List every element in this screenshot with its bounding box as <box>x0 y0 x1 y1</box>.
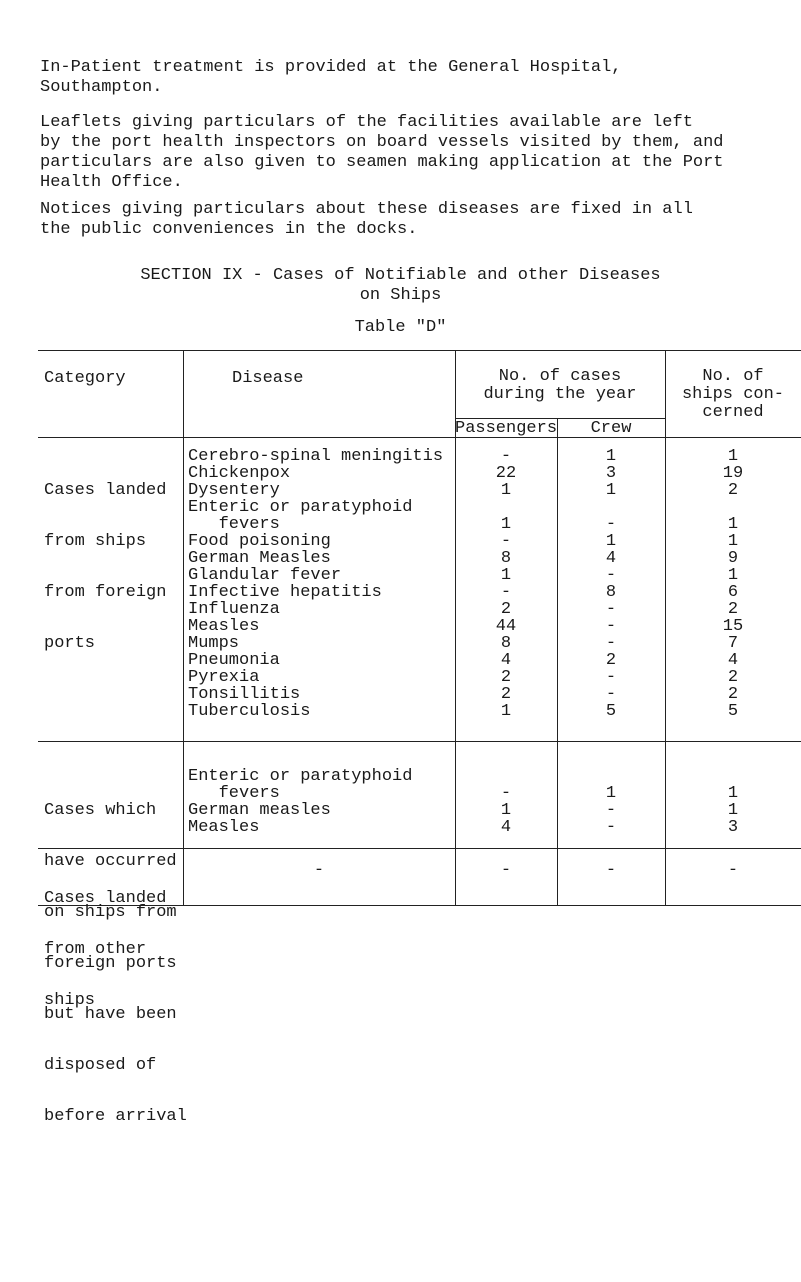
crew-cell: 8 <box>605 583 617 602</box>
category-line: from other <box>44 940 147 959</box>
category-line: Cases which <box>44 801 157 820</box>
header-ships <box>665 368 801 422</box>
ships-cell: 3 <box>727 818 739 837</box>
passengers-cell: 1 <box>500 481 512 500</box>
header-category: Category <box>44 369 126 388</box>
group1-category <box>44 448 166 686</box>
header-disease: Disease <box>232 369 304 388</box>
category-line: on ships from <box>44 903 177 922</box>
passengers-cell: 44 <box>495 617 517 636</box>
ships-cell: 2 <box>727 668 739 687</box>
category-line: before arrival <box>44 1107 187 1126</box>
group3-category <box>44 856 166 1043</box>
crew-cell: - <box>605 600 617 619</box>
category-line: Cases landed <box>44 889 167 908</box>
intro-paragraph-2 <box>40 113 780 193</box>
header-cases-line: during the year <box>483 385 637 404</box>
ships-cell: - <box>727 861 739 880</box>
crew-cell: 4 <box>605 549 617 568</box>
table-top-rule <box>38 350 801 351</box>
disease-text: fevers <box>218 784 280 803</box>
crew-cell: 1 <box>605 447 617 466</box>
category-line: ports <box>44 634 96 653</box>
disease-cell: Food poisoning <box>188 532 331 551</box>
disease-cell: Influenza <box>188 600 280 619</box>
ships-cell: 1 <box>727 784 739 803</box>
crew-cell: 1 <box>605 481 617 500</box>
passengers-cell: 4 <box>500 651 512 670</box>
disease-cell: Enteric or paratyphoid <box>188 498 413 517</box>
passengers-cell: 8 <box>500 549 512 568</box>
header-passengers: Passengers <box>455 419 558 438</box>
crew-cell: - <box>605 617 617 636</box>
ships-cell: 1 <box>727 447 739 466</box>
section-subtitle: on Ships <box>359 286 442 305</box>
disease-cell: German Measles <box>188 549 331 568</box>
crew-cell: 1 <box>605 784 617 803</box>
text-line: Health Office. <box>40 173 183 192</box>
passengers-cell: 1 <box>500 515 512 534</box>
category-line: disposed of <box>44 1056 157 1075</box>
header-bottom-rule <box>38 437 801 438</box>
text-line: Leaflets giving particulars of the facilities available are left <box>40 113 693 132</box>
text-line: particulars are also given to seamen making application at the Port <box>40 153 724 172</box>
disease-cell: Pneumonia <box>188 651 280 670</box>
passengers-cell: 1 <box>500 801 512 820</box>
category-line: foreign ports <box>44 954 177 973</box>
crew-cell: - <box>605 634 617 653</box>
disease-cell: Glandular fever <box>188 566 342 585</box>
crew-cell: 3 <box>605 464 617 483</box>
header-ships-line: cerned <box>702 403 764 422</box>
disease-text: fevers <box>218 515 280 534</box>
crew-cell: - <box>605 566 617 585</box>
intro-line-2: Southampton. <box>40 78 163 97</box>
category-line: but have been <box>44 1005 177 1024</box>
passengers-cell: - <box>500 532 512 551</box>
passengers-cell: 22 <box>495 464 517 483</box>
passengers-cell: 1 <box>500 566 512 585</box>
disease-cell: Measles <box>188 617 260 636</box>
disease-cell: Mumps <box>188 634 240 653</box>
ships-cell: 9 <box>727 549 739 568</box>
intro-paragraph-3 <box>40 200 780 240</box>
crew-cell: - <box>605 515 617 534</box>
header-crew: Crew <box>590 419 632 438</box>
crew-cell: - <box>605 685 617 704</box>
disease-cell: Enteric or paratyphoid <box>188 767 413 786</box>
ships-cell: 1 <box>727 532 739 551</box>
header-cases-line: No. of cases <box>498 367 622 386</box>
ships-cell: 2 <box>727 481 739 500</box>
category-line: Cases landed <box>44 481 167 500</box>
ships-cell: 1 <box>727 566 739 585</box>
crew-cell: - <box>605 861 617 880</box>
ships-cell: 19 <box>722 464 744 483</box>
text-line: the public conveniences in the docks. <box>40 220 418 239</box>
crew-cell: 2 <box>605 651 617 670</box>
disease-cell: Pyrexia <box>188 668 260 687</box>
category-line: ships <box>44 991 96 1010</box>
passengers-cell: - <box>500 861 512 880</box>
disease-cell: Tonsillitis <box>188 685 301 704</box>
group1-bottom-rule <box>38 741 801 742</box>
ships-cell: 5 <box>727 702 739 721</box>
ships-cell: 2 <box>727 600 739 619</box>
disease-cell <box>188 516 280 533</box>
passengers-cell: 8 <box>500 634 512 653</box>
crew-cell: - <box>605 818 617 837</box>
passengers-cell: 2 <box>500 685 512 704</box>
ships-cell: 1 <box>727 515 739 534</box>
passengers-cell: 1 <box>500 702 512 721</box>
ships-cell: 15 <box>722 617 744 636</box>
disease-cell: Infective hepatitis <box>188 583 382 602</box>
passengers-cell: - <box>500 447 512 466</box>
crew-cell: - <box>605 668 617 687</box>
table-label: Table "D" <box>354 318 447 337</box>
category-line: from foreign <box>44 583 167 602</box>
ships-cell: 1 <box>727 801 739 820</box>
crew-cell: 1 <box>605 532 617 551</box>
disease-cell: - <box>313 861 325 880</box>
disease-cell <box>188 785 280 802</box>
disease-cell: Cerebro-spinal meningitis <box>188 447 444 466</box>
disease-cell: German measles <box>188 801 331 820</box>
passengers-cell: 4 <box>500 818 512 837</box>
category-line: from ships <box>44 532 147 551</box>
disease-cell: Dysentery <box>188 481 280 500</box>
passengers-cell: - <box>500 583 512 602</box>
section-title: SECTION IX - Cases of Notifiable and other Diseases <box>140 266 661 285</box>
ships-cell: 7 <box>727 634 739 653</box>
category-line: have occurred <box>44 852 177 871</box>
text-line: by the port health inspectors on board vessels visited by them, and <box>40 133 724 152</box>
text-line: Notices giving particulars about these diseases are fixed in all <box>40 200 693 219</box>
intro-line-1: In-Patient treatment is provided at the General Hospital, <box>40 58 622 77</box>
ships-cell: 2 <box>727 685 739 704</box>
passengers-cell: 2 <box>500 600 512 619</box>
ships-cell: 6 <box>727 583 739 602</box>
passengers-cell: - <box>500 784 512 803</box>
disease-cell: Tuberculosis <box>188 702 311 721</box>
passengers-cell: 2 <box>500 668 512 687</box>
crew-cell: - <box>605 801 617 820</box>
disease-cell: Chickenpox <box>188 464 291 483</box>
header-ships-line: No. of <box>702 367 764 386</box>
header-ships-line: ships con- <box>681 385 785 404</box>
crew-cell: 5 <box>605 702 617 721</box>
disease-cell: Measles <box>188 818 260 837</box>
ships-cell: 4 <box>727 651 739 670</box>
header-cases <box>455 368 665 404</box>
